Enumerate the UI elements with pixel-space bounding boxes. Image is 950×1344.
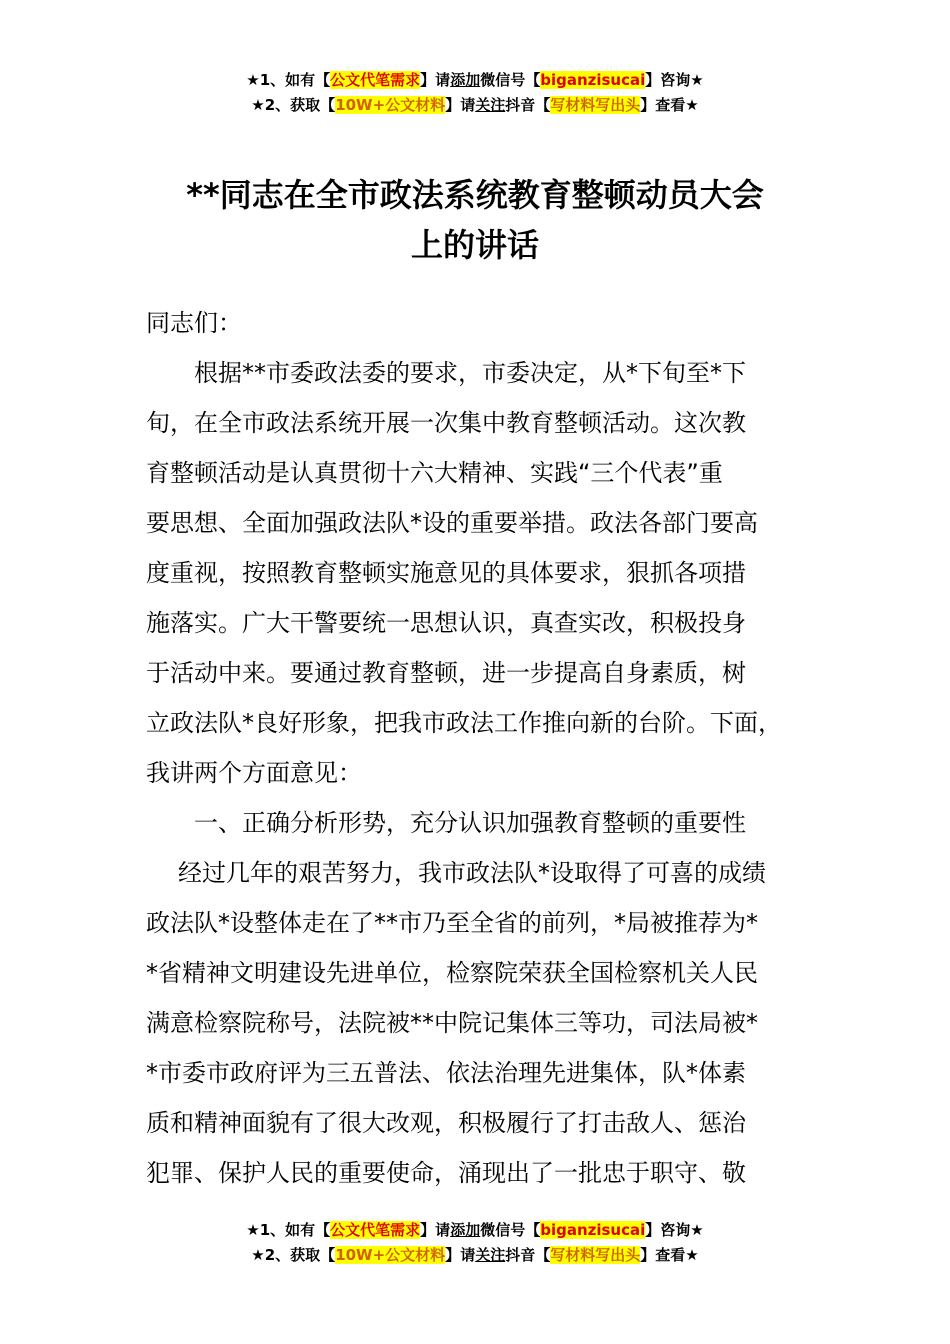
- paragraph-1-line: 我讲两个方面意见：: [146, 759, 362, 787]
- banner-text: 抖音【: [505, 1246, 551, 1264]
- banner-text: 】请: [445, 1246, 476, 1264]
- title-line-2: 上的讲话: [410, 226, 539, 264]
- banner-highlight-materials: 10W+公文材料: [335, 1246, 446, 1264]
- banner-text: ★1、如有【: [246, 71, 331, 89]
- banner-highlight-wechat-id: biganzisucai: [540, 71, 646, 89]
- header-banner: [0, 68, 950, 118]
- banner-text: 】请: [445, 96, 476, 114]
- banner-highlight-materials: 10W+公文材料: [335, 96, 446, 114]
- paragraph-1-line: 育整顿活动是认真贯彻十六大精神、实践“三个代表”重: [146, 459, 723, 487]
- footer-banner: [0, 1218, 950, 1268]
- title-line-1: **同志在全市政法系统教育整顿动员大会: [186, 176, 764, 214]
- banner-highlight-douyin: 写材料写出头: [550, 96, 641, 114]
- banner-text: 】查看★: [640, 96, 699, 114]
- banner-highlight-service: 公文代笔需求: [330, 71, 421, 89]
- banner-highlight-douyin: 写材料写出头: [550, 1246, 641, 1264]
- banner-text: 微信号【: [480, 1221, 541, 1239]
- document-body: [146, 298, 826, 1198]
- banner-text: ★2、获取【: [251, 96, 336, 114]
- banner-underlined-text: 关注: [475, 1246, 506, 1264]
- banner-text: 】请: [420, 1221, 451, 1239]
- banner-line-2: [0, 93, 950, 118]
- paragraph-1-line: 于活动中来。要通过教育整顿，进一步提高自身素质，树: [146, 659, 746, 687]
- paragraph-2-line: 经过几年的艰苦努力，我市政法队*设取得了可喜的成绩: [178, 859, 766, 887]
- banner-line-1: [0, 68, 950, 93]
- salutation: 同志们：: [146, 309, 242, 337]
- banner-underlined-text: 关注: [475, 96, 506, 114]
- banner-highlight-service: 公文代笔需求: [330, 1221, 421, 1239]
- section-heading-1: 一、正确分析形势，充分认识加强教育整顿的重要性: [194, 809, 746, 837]
- document-title: [100, 170, 850, 270]
- banner-line-1: [0, 1218, 950, 1243]
- banner-text: ★2、获取【: [251, 1246, 336, 1264]
- banner-text: 】请: [420, 71, 451, 89]
- banner-text: 】咨询★: [645, 1221, 704, 1239]
- paragraph-1-line: 度重视，按照教育整顿实施意见的具体要求，狠抓各项措: [146, 559, 746, 587]
- paragraph-1-line: 旬，在全市政法系统开展一次集中教育整顿活动。这次教: [146, 409, 746, 437]
- banner-text: 】查看★: [640, 1246, 699, 1264]
- banner-underlined-text: 添加: [450, 1221, 481, 1239]
- paragraph-2-line: *市委市政府评为三五普法、依法治理先进集体，队*体素: [146, 1059, 746, 1087]
- banner-text: 抖音【: [505, 96, 551, 114]
- banner-text: 微信号【: [480, 71, 541, 89]
- paragraph-2-line: 政法队*设整体走在了**市乃至全省的前列，*局被推荐为*: [146, 909, 758, 937]
- paragraph-1-line: 施落实。广大干警要统一思想认识，真查实改，积极投身: [146, 609, 746, 637]
- paragraph-2-line: 质和精神面貌有了很大改观，积极履行了打击敌人、惩治: [146, 1109, 746, 1137]
- banner-text: ★1、如有【: [246, 1221, 331, 1239]
- banner-line-2: [0, 1243, 950, 1268]
- paragraph-1-line: 立政法队*良好形象，把我市政法工作推向新的台阶。下面，: [146, 709, 782, 737]
- paragraph-2-line: *省精神文明建设先进单位，检察院荣获全国检察机关人民: [146, 959, 758, 987]
- paragraph-1-line: 根据**市委政法委的要求，市委决定，从*下旬至*下: [194, 359, 746, 387]
- banner-highlight-wechat-id: biganzisucai: [540, 1221, 646, 1239]
- paragraph-2-line: 犯罪、保护人民的重要使命，涌现出了一批忠于职守、敬: [146, 1159, 746, 1187]
- banner-text: 】咨询★: [645, 71, 704, 89]
- banner-underlined-text: 添加: [450, 71, 481, 89]
- paragraph-1-line: 要思想、全面加强政法队*设的重要举措。政法各部门要高: [146, 509, 758, 537]
- paragraph-2-line: 满意检察院称号，法院被**中院记集体三等功，司法局被*: [146, 1009, 758, 1037]
